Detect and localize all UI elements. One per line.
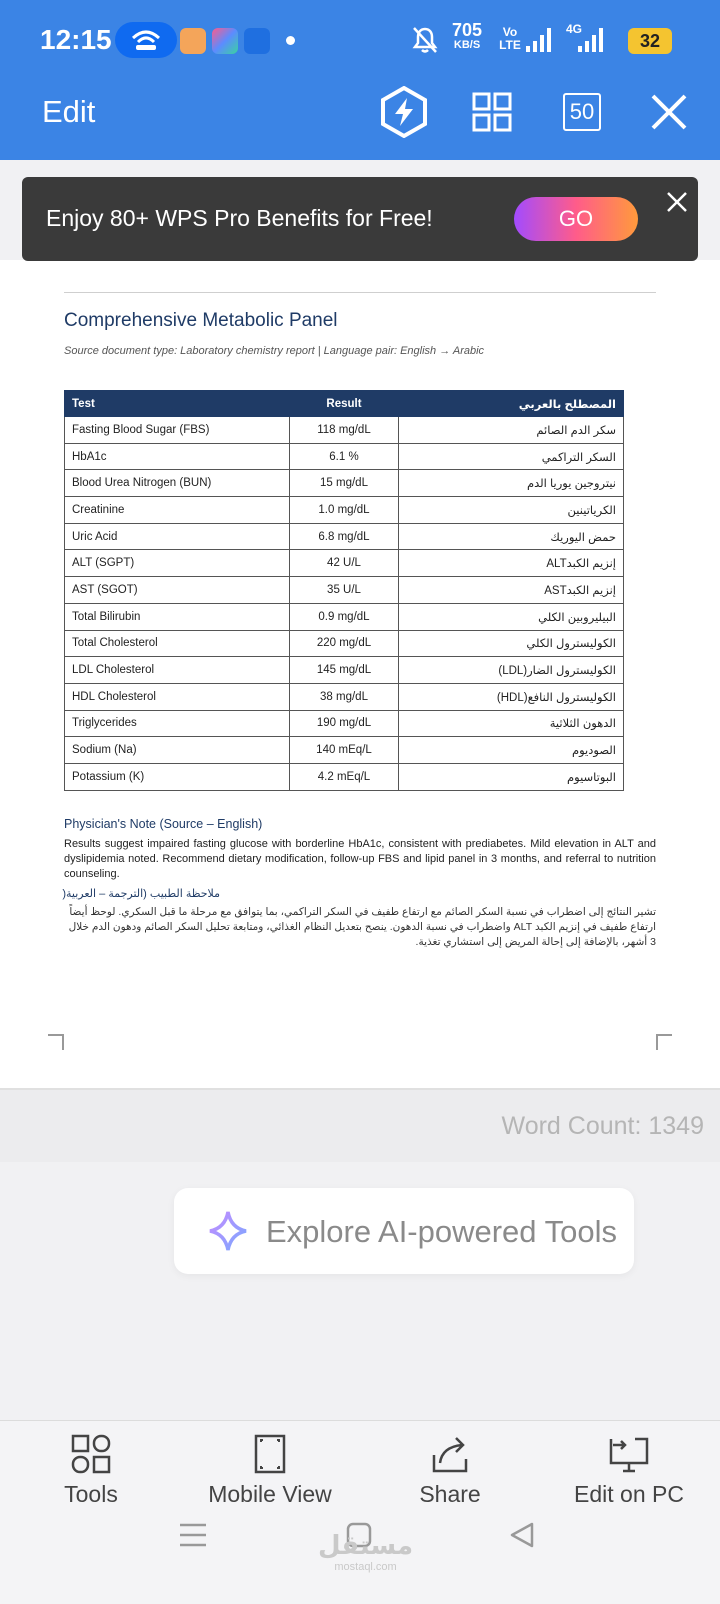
- table-row: [65, 683, 624, 710]
- table-row: [65, 523, 624, 550]
- test-result: 145 mg/dL: [289, 657, 399, 684]
- grid-view-icon[interactable]: [466, 86, 518, 138]
- document-title: Comprehensive Metabolic Panel: [64, 310, 338, 331]
- pro-boost-icon[interactable]: [378, 86, 430, 138]
- mobile-view-button[interactable]: [185, 1433, 355, 1533]
- hotspot-pill: [115, 22, 177, 58]
- table-row: [65, 657, 624, 684]
- table-header-row: [65, 391, 624, 417]
- arabic-note-heading: ملاحظة الطبيب (الترجمة – العربية(: [62, 888, 220, 900]
- physician-note-heading: Physician's Note (Source – English): [64, 817, 263, 831]
- arabic-note-text: تشير النتائج إلى اضطراب في نسبة السكر الصائم مع ارتفاع طفيف في السكر التراكمي، بما يتوافق مع مرحلة ما قبل السكري. لوحظ أيضاً ارتفاع طفيف في إنزيم الكبد ALT واضطراب في نسبة الدهون. ينصح بتعديل النظام الغذائي، ومتابعة تحليل السكر الصائم ودهون الدم خلال 3 أشهر، بالإضافة إلى إحالة المريض إلى استشاري تغذية.: [68, 906, 656, 948]
- test-name: Potassium (K): [65, 763, 290, 790]
- test-name: Blood Urea Nitrogen (BUN): [65, 470, 290, 497]
- bottom-toolbar: [0, 1420, 720, 1604]
- test-result: 6.8 mg/dL: [289, 523, 399, 550]
- share-icon: [430, 1433, 470, 1475]
- test-arabic: سكر الدم الصائم: [399, 417, 624, 444]
- status-bar: [0, 0, 720, 80]
- ai-tools-label: Explore AI-powered Tools: [266, 1214, 617, 1249]
- test-name: HDL Cholesterol: [65, 683, 290, 710]
- table-row: [65, 470, 624, 497]
- word-count: Word Count: 1349: [501, 1112, 704, 1140]
- mute-icon: [412, 26, 438, 54]
- test-arabic: السكر التراكمي: [399, 443, 624, 470]
- document-page[interactable]: [0, 260, 720, 1090]
- test-name: Total Bilirubin: [65, 603, 290, 630]
- share-label: Share: [419, 1481, 481, 1507]
- app-k-icon: [180, 28, 206, 54]
- test-name: Sodium (Na): [65, 737, 290, 764]
- test-result: 4.2 mEq/L: [289, 763, 399, 790]
- test-result: 6.1 %: [289, 443, 399, 470]
- net-speed: [452, 22, 482, 51]
- test-result: 42 U/L: [289, 550, 399, 577]
- go-button[interactable]: GO: [514, 197, 638, 241]
- table-row: [65, 417, 624, 444]
- table-row: [65, 710, 624, 737]
- table-row: [65, 603, 624, 630]
- test-arabic: الكرياتينين: [399, 497, 624, 524]
- table-row: [65, 550, 624, 577]
- signal-type: 4G: [566, 22, 583, 36]
- test-result: 1.0 mg/dL: [289, 497, 399, 524]
- test-arabic: الدهون الثلاثية: [399, 710, 624, 737]
- test-name: Total Cholesterol: [65, 630, 290, 657]
- back-icon[interactable]: [508, 1521, 536, 1549]
- test-name: HbA1c: [65, 443, 290, 470]
- test-result: 0.9 mg/dL: [289, 603, 399, 630]
- test-arabic: الصوديوم: [399, 737, 624, 764]
- promo-text: Enjoy 80+ WPS Pro Benefits for Free!: [46, 205, 433, 231]
- header-rule: [64, 292, 656, 293]
- table-row: [65, 763, 624, 790]
- test-name: Triglycerides: [65, 710, 290, 737]
- page-corner-left: [48, 1034, 64, 1050]
- top-bar: [0, 0, 720, 160]
- edit-on-pc-icon: [607, 1433, 651, 1475]
- test-arabic: الكوليسترول النافع(HDL): [399, 683, 624, 710]
- results-table: [64, 390, 624, 791]
- tools-label: Tools: [64, 1481, 118, 1507]
- net-speed-unit: KB/S: [453, 39, 481, 51]
- test-arabic: حمض اليوريك: [399, 523, 624, 550]
- hotspot-icon: [129, 28, 163, 52]
- watermark-main: مستقل: [318, 1530, 414, 1560]
- mobile-view-label: Mobile View: [208, 1481, 332, 1507]
- mobile-view-icon: [253, 1433, 287, 1475]
- edit-on-pc-label: Edit on PC: [574, 1481, 684, 1507]
- signal-1-icon: [526, 26, 552, 54]
- tools-icon: [70, 1433, 112, 1475]
- watermark-sub: mostaql.com: [334, 1561, 397, 1573]
- share-button[interactable]: [365, 1433, 535, 1533]
- ai-tools-button[interactable]: [174, 1188, 634, 1274]
- document-subtitle: Source document type: Laboratory chemistry report | Language pair: English → Arabic: [64, 345, 485, 357]
- watermark: [318, 1530, 413, 1573]
- tools-button[interactable]: [6, 1433, 176, 1533]
- sparkle-icon: [208, 1210, 248, 1252]
- signal-2-icon: [578, 26, 604, 54]
- test-arabic: إنزيم الكبدALT: [399, 550, 624, 577]
- table-row: [65, 737, 624, 764]
- table-row: [65, 577, 624, 604]
- test-result: 35 U/L: [289, 577, 399, 604]
- edit-on-pc-button[interactable]: [544, 1433, 714, 1533]
- edit-title: Edit: [42, 94, 96, 129]
- test-name: ALT (SGPT): [65, 550, 290, 577]
- close-icon[interactable]: [643, 86, 695, 138]
- promo-close-icon[interactable]: [664, 189, 690, 215]
- test-arabic: الكوليسترول الضار(LDL): [399, 657, 624, 684]
- test-result: 140 mEq/L: [289, 737, 399, 764]
- status-time: 12:15: [40, 24, 112, 55]
- test-result: 190 mg/dL: [289, 710, 399, 737]
- app-wifi-icon: [244, 28, 270, 54]
- test-arabic: الكوليسترول الكلي: [399, 630, 624, 657]
- test-result: 118 mg/dL: [289, 417, 399, 444]
- test-name: Uric Acid: [65, 523, 290, 550]
- test-arabic: نيتروجين يوريا الدم: [399, 470, 624, 497]
- net-speed-value: 705: [452, 20, 483, 40]
- page-corner-right: [656, 1034, 672, 1050]
- test-name: LDL Cholesterol: [65, 657, 290, 684]
- physician-note-text: Results suggest impaired fasting glucose with borderline HbA1c, consistent with prediabetes. Mild elevation in ALT and dyslipidemia noted. Recommend dietary modification, follow-up FBS and lipid panel in 3 months, and referral to nutrition counseling.: [64, 838, 656, 880]
- table-row: [65, 497, 624, 524]
- table-row: [65, 630, 624, 657]
- test-result: 38 mg/dL: [289, 683, 399, 710]
- notification-dot: [286, 36, 295, 45]
- promo-banner: [22, 177, 698, 261]
- test-name: Creatinine: [65, 497, 290, 524]
- test-arabic: إنزيم الكبدAST: [399, 577, 624, 604]
- test-name: Fasting Blood Sugar (FBS): [65, 417, 290, 444]
- table-row: [65, 443, 624, 470]
- menu-icon[interactable]: [178, 1521, 208, 1549]
- page-count-button[interactable]: 50: [563, 93, 601, 131]
- col-test-header: Test: [65, 391, 290, 417]
- test-arabic: البيليروبين الكلي: [399, 603, 624, 630]
- col-result-header: Result: [289, 391, 399, 417]
- col-arabic-header: المصطلح بالعربي: [399, 391, 624, 417]
- app-star-icon: [212, 28, 238, 54]
- test-name: AST (SGOT): [65, 577, 290, 604]
- test-arabic: البوتاسيوم: [399, 763, 624, 790]
- test-result: 220 mg/dL: [289, 630, 399, 657]
- battery-level: 32: [628, 28, 672, 54]
- volte-label: Vo LTE: [499, 25, 521, 52]
- test-result: 15 mg/dL: [289, 470, 399, 497]
